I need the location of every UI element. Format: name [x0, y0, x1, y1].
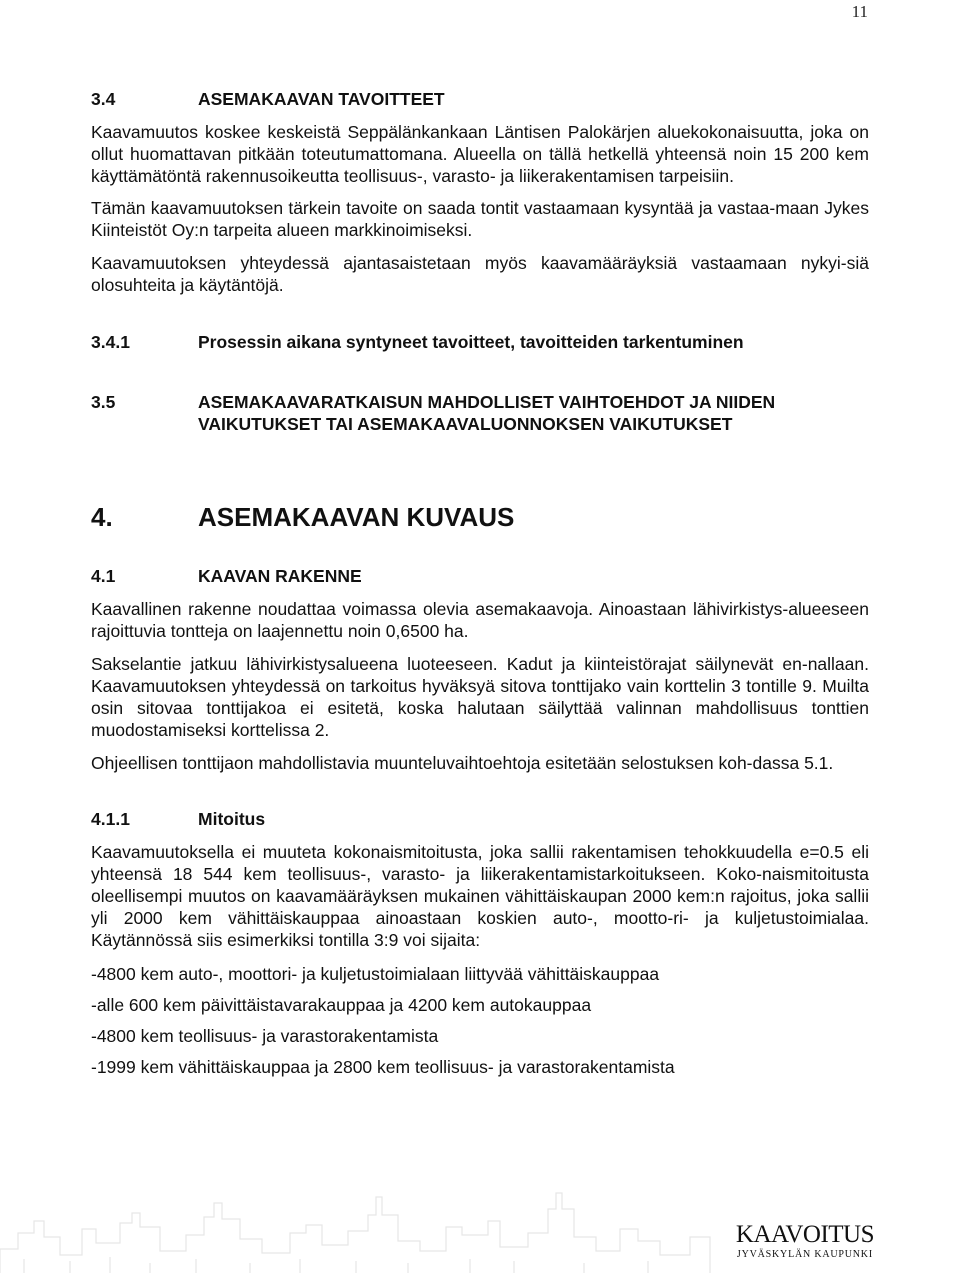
section-title: Prosessin aikana syntyneet tavoitteet, tavoitteiden tarkentuminen	[198, 332, 744, 352]
list-item: -1999 kem vähittäiskauppaa ja 2800 kem teollisuus- ja varastorakentamista	[91, 1057, 675, 1077]
paragraph: Sakselantie jatkuu lähivirkistysalueena luoteeseen. Kadut ja kiinteistörajat säilynevät en-nallaan. Kaavamuutoksen yhteydessä on tarkoitus hyväksyä sitova tonttijako vain korttelin 3 tontille 9. Muilta osin sitovaa tonttijakoa ei esitetä, koska halutaan säilyttää valinnan mahdollisuus tonttien muodostamiseksi korttelissa 2.	[91, 654, 869, 740]
section-number: 3.5	[91, 392, 116, 412]
section-number: 4.1	[91, 566, 116, 586]
section-title: Mitoitus	[198, 809, 266, 829]
section-title: ASEMAKAAVARATKAISUN MAHDOLLISET VAIHTOEHDOT JA NIIDEN VAIKUTUKSET TAI ASEMAKAAVALUONNOKSEN VAIKUTUKSET	[198, 392, 776, 434]
section-heading-4	[91, 502, 869, 532]
paragraph: Kaavamuutoksen yhteydessä ajantasaistetaan myös kaavamääräyksiä vastaamaan nykyi-siä olosuhteita ja käytäntöjä.	[91, 253, 869, 295]
paragraph: Tämän kaavamuutoksen tärkein tavoite on saada tontit vastaamaan kysyntää ja vastaa-maan Jykes Kiinteistöt Oy:n tarpeita alueen markkinoimiseksi.	[91, 198, 869, 240]
section-heading-3-4	[91, 88, 869, 110]
section-number: 4.	[91, 502, 113, 532]
section-heading-3-4-1	[91, 331, 869, 353]
paragraph: Kaavamuutoksella ei muuteta kokonaismitoitusta, joka sallii rakentamisen tehokkuudella e=0.5 eli yhteensä 18 544 kem teollisuus-, varasto- ja liikerakentamistarkoitukseen. Koko-naismitoitusta oleellisempi muutos on kaavamääräyksen mukainen vähittäiskaupan 2000 kem:n rajoitus, joka sallii yli 2000 kem vähittäiskauppaa ainoastaan koskien auto-, mootto-ri- ja kuljetustoimialaa. Käytännössä siis esimerkiksi tontilla 3:9 voi sijaita:	[91, 842, 869, 950]
section-number: 4.1.1	[91, 809, 130, 829]
page-number: 11	[851, 2, 868, 21]
list-item: -4800 kem teollisuus- ja varastorakentamista	[91, 1026, 439, 1046]
section-heading-4-1-1	[91, 808, 869, 830]
list-item: -alle 600 kem päivittäistavarakauppaa ja 4200 kem autokauppaa	[91, 995, 592, 1015]
list-item: -4800 kem auto-, moottori- ja kuljetustoimialaan liittyvää vähittäiskauppaa	[91, 964, 660, 984]
section-title: KAAVAN RAKENNE	[198, 566, 362, 586]
section-number: 3.4.1	[91, 332, 130, 352]
paragraph: Kaavamuutos koskee keskeistä Seppälänkankaan Läntisen Palokärjen aluekokonaisuutta, joka on ollut huomattavan pitkään toteutumattomana. Alueella on tällä hetkellä yhteensä noin 15 200 kem käyttämätöntä rakennusoikeutta teollisuus-, varasto- ja liikerakentamisen tarpeisiin.	[91, 122, 869, 186]
paragraph: Ohjeellisen tonttijaon mahdollistavia muunteluvaihtoehtoja esitetään selostuksen koh-dassa 5.1.	[91, 753, 834, 773]
section-title: ASEMAKAAVAN KUVAUS	[198, 502, 515, 532]
paragraph: Kaavallinen rakenne noudattaa voimassa olevia asemakaavoja. Ainoastaan lähivirkistys-alueeseen rajoittuvia tontteja on laajennettu noin 0,6500 ha.	[91, 599, 869, 641]
section-heading-4-1	[91, 565, 869, 587]
logo-brand: KAAVOITUS	[735, 1221, 874, 1248]
logo-subtitle: JYVÄSKYLÄN KAUPUNKI	[736, 1249, 873, 1260]
kaavoitus-logo	[736, 1221, 874, 1261]
section-title: ASEMAKAAVAN TAVOITTEET	[198, 89, 445, 109]
section-heading-3-5	[91, 391, 869, 435]
document-body	[91, 88, 869, 1078]
section-number: 3.4	[91, 89, 116, 109]
